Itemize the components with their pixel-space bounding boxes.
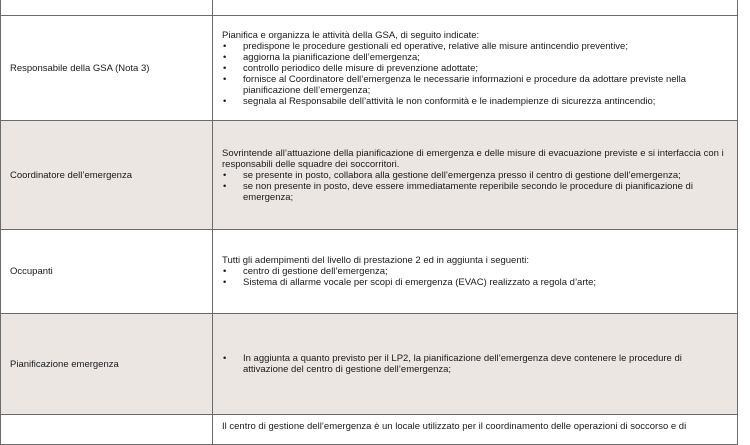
table-row — [1, 230, 738, 314]
description-cell — [213, 230, 738, 314]
role-label: Occupanti — [10, 266, 53, 277]
table-row — [1, 121, 738, 230]
bullet-item: • segnala al Responsabile dell’attività le non conformità e le inadempienze di sicurezza antincendio; — [222, 96, 729, 107]
role-cell — [1, 16, 213, 121]
description-intro: Pianifica e organizza le attività della GSA, di seguito indicate: — [222, 29, 480, 41]
bullet-item: • controllo periodico delle misure di prevenzione adottate; — [222, 63, 729, 74]
bullet-list — [222, 353, 729, 375]
bullet-item: • fornisce al Coordinatore dell’emergenza le necessarie informazioni e procedure da adottare previste nella pianificazione dell’emergenza; — [222, 74, 729, 96]
role-label: Pianificazione emergenza — [10, 358, 119, 370]
role-cell — [1, 230, 213, 314]
bullet-item: • In aggiunta a quanto previsto per il LP2, la pianificazione dell’emergenza deve contenere le procedure di attivazione del centro di gestione dell’emergenza; — [222, 353, 729, 375]
bullet-item: • aggiorna la pianificazione dell’emergenza; — [222, 52, 729, 63]
description-intro: Il centro di gestione dell’emergenza è un locale utilizzato per il coordinamento delle operazioni di soccorso e di — [222, 421, 687, 432]
role-cell — [1, 314, 213, 415]
table-row — [1, 314, 738, 415]
bullet-item: • se presente in posto, collabora alla gestione dell’emergenza presso il centro di gestione dell’emergenza; — [222, 170, 729, 181]
bullet-list — [222, 170, 729, 203]
bullet-item: • se non presente in posto, deve essere immediatamente reperibile secondo le procedure di pianificazione di emergenza; — [222, 181, 729, 203]
table-row — [1, 16, 738, 121]
description-cell — [213, 0, 738, 16]
role-cell — [1, 0, 213, 16]
description-cell — [213, 314, 738, 415]
description-cell — [213, 16, 738, 121]
bullet-list — [222, 41, 729, 107]
description-cell — [213, 121, 738, 230]
bullet-item: • Sistema di allarme vocale per scopi di emergenza (EVAC) realizzato a regola d’arte; — [222, 277, 729, 288]
role-label: Coordinatore dell’emergenza — [10, 169, 132, 181]
bullet-item: • predispone le procedure gestionali ed operative, relative alle misure antincendio preventive; — [222, 41, 729, 52]
bullet-item: • centro di gestione dell’emergenza; — [222, 266, 729, 277]
bullet-list — [222, 266, 729, 288]
description-intro: Sovrintende all’attuazione della pianificazione di emergenza e delle misure di evacuazione previste e si interfaccia con i responsabili delle squadre dei soccorritori. — [222, 147, 724, 170]
role-cell — [1, 121, 213, 230]
role-label: Responsabile della GSA (Nota 3) — [10, 62, 150, 74]
table-row — [1, 0, 738, 16]
description-intro: Tutti gli adempimenti del livello di prestazione 2 ed in aggiunta i seguenti: — [222, 255, 529, 266]
